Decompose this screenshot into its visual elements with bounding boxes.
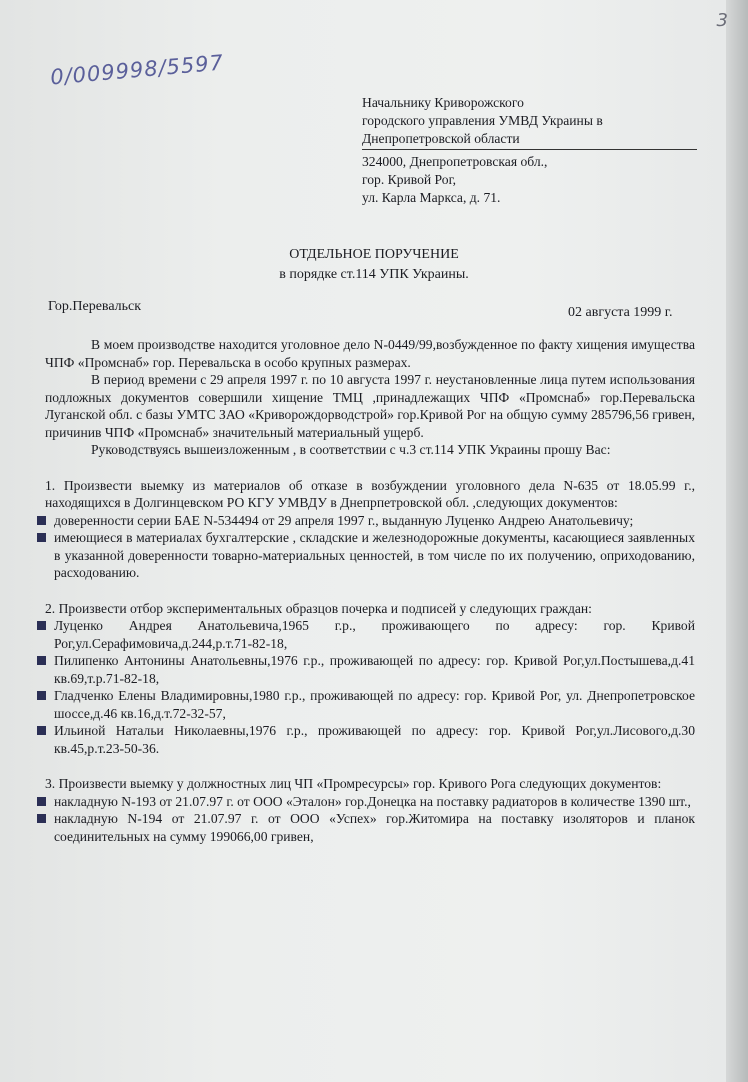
- page-number: 3: [716, 10, 728, 31]
- address-line: гор. Кривой Рог,: [362, 172, 457, 187]
- item-text: 3. Произвести выемку у должностных лиц ЧП «Промресурсы» гор. Кривого Рога следующих документов:: [45, 776, 662, 791]
- addressee-line: городского управления УМВД Украины в: [362, 113, 603, 128]
- place: Гор.Перевальск: [48, 299, 142, 314]
- address-line: 324000, Днепропетровская обл.,: [362, 154, 548, 169]
- list-item: Пилипенко Антонины Анатольевны,1976 г.р., проживающей по адресу: гор. Кривой Рог,ул.Постышева,д.41 кв.69,т.р.71-82-18,: [45, 652, 695, 687]
- addressee-line: Днепропетровской области: [362, 131, 520, 146]
- page-edge: [726, 0, 748, 1082]
- bullet-icon: [37, 814, 46, 823]
- bullet-icon: [37, 691, 46, 700]
- item-text: 1. Произвести выемку из материалов об отказе в возбуждении уголовного дела N-635 от 18.05.99 г., находящихся в Долгинцевском РО КГУ УМВДУ в Днепрпетровской обл. ,следующих документов:: [45, 477, 695, 510]
- list-item: накладную N-193 от 21.07.97 г. от ООО «Эталон» гор.Донецка на поставку радиаторов в количестве 1390 шт.,: [45, 793, 695, 811]
- addressee-line: Начальнику Криворожского: [362, 95, 524, 110]
- intro-paragraph: В период времени с 29 апреля 1997 г. по 10 августа 1997 г. неустановленные лица путем использования подложных документов совершили хищение ТМЦ ,принадлежащих ЧПФ «Промснаб» гор.Перевальска Луганской обл. с базы УМТС ЗАО «Криворождорводстрой» гор.Кривой Рог на общую сумму 285796,56 гривен, причинив ЧПФ «Промснаб» значительный материальный ущерб.: [45, 372, 695, 440]
- document-title-block: [0, 245, 748, 285]
- document-title: ОТДЕЛЬНОЕ ПОРУЧЕНИЕ: [289, 247, 459, 262]
- list-item: Луценко Андрея Анатольевича,1965 г.р., проживающего по адресу: гор. Кривой Рог,ул.Серафимовича,д.244,р.т.71-82-18,: [45, 617, 695, 652]
- bullet-icon: [37, 726, 46, 735]
- document-body: [45, 336, 695, 845]
- document-subtitle: в порядке ст.114 УПК Украины.: [279, 267, 469, 282]
- addressee-block: [362, 94, 697, 207]
- bullet-icon: [37, 516, 46, 525]
- divider: [362, 149, 697, 150]
- address-line: ул. Карла Маркса, д. 71.: [362, 190, 501, 205]
- list-item: доверенности серии БАЕ N-534494 от 29 апреля 1997 г., выданную Луценко Андрею Анатольевичу;: [45, 512, 695, 530]
- item-text: 2. Произвести отбор экспериментальных образцов почерка и подписей у следующих граждан:: [45, 600, 592, 616]
- list-item: Ильиной Натальи Николаевны,1976 г.р., проживающей по адресу: гор. Кривой Рог,ул.Лисового,д.30 кв.45,р.т.23-50-36.: [45, 722, 695, 757]
- intro-paragraph: Руководствуясь вышеизложенным , в соответствии с ч.3 ст.114 УПК Украины прошу Вас:: [91, 442, 611, 457]
- intro-paragraph: В моем производстве находится уголовное дело N-0449/99,возбужденное по факту хищения имущества ЧПФ «Промснаб» гор. Перевальска в особо крупных размерах.: [45, 337, 695, 370]
- bullet-icon: [37, 533, 46, 542]
- bullet-icon: [37, 797, 46, 806]
- date: 02 августа 1999 г.: [568, 305, 673, 320]
- bullet-icon: [37, 656, 46, 665]
- list-item: накладную N-194 от 21.07.97 г. от ООО «Успех» гор.Житомира на поставку изоляторов и планок соединительных на сумму 199066,00 гривен,: [45, 810, 695, 845]
- handwritten-registration-number: 0/009998/5597: [49, 50, 225, 90]
- list-item: имеющиеся в материалах бухгалтерские , складские и железнодорожные документы, касающиеся заявленных в указанной доверенности товарно-материальных ценностей, в том числе по их получению, оприходованию, расходованию.: [45, 529, 695, 582]
- list-item: Гладченко Елены Владимировны,1980 г.р., проживающей по адресу: гор. Кривой Рог, ул. Днепропетровское шоссе,д.46 кв.16,д.т.72-32-57,: [45, 687, 695, 722]
- bullet-icon: [37, 621, 46, 630]
